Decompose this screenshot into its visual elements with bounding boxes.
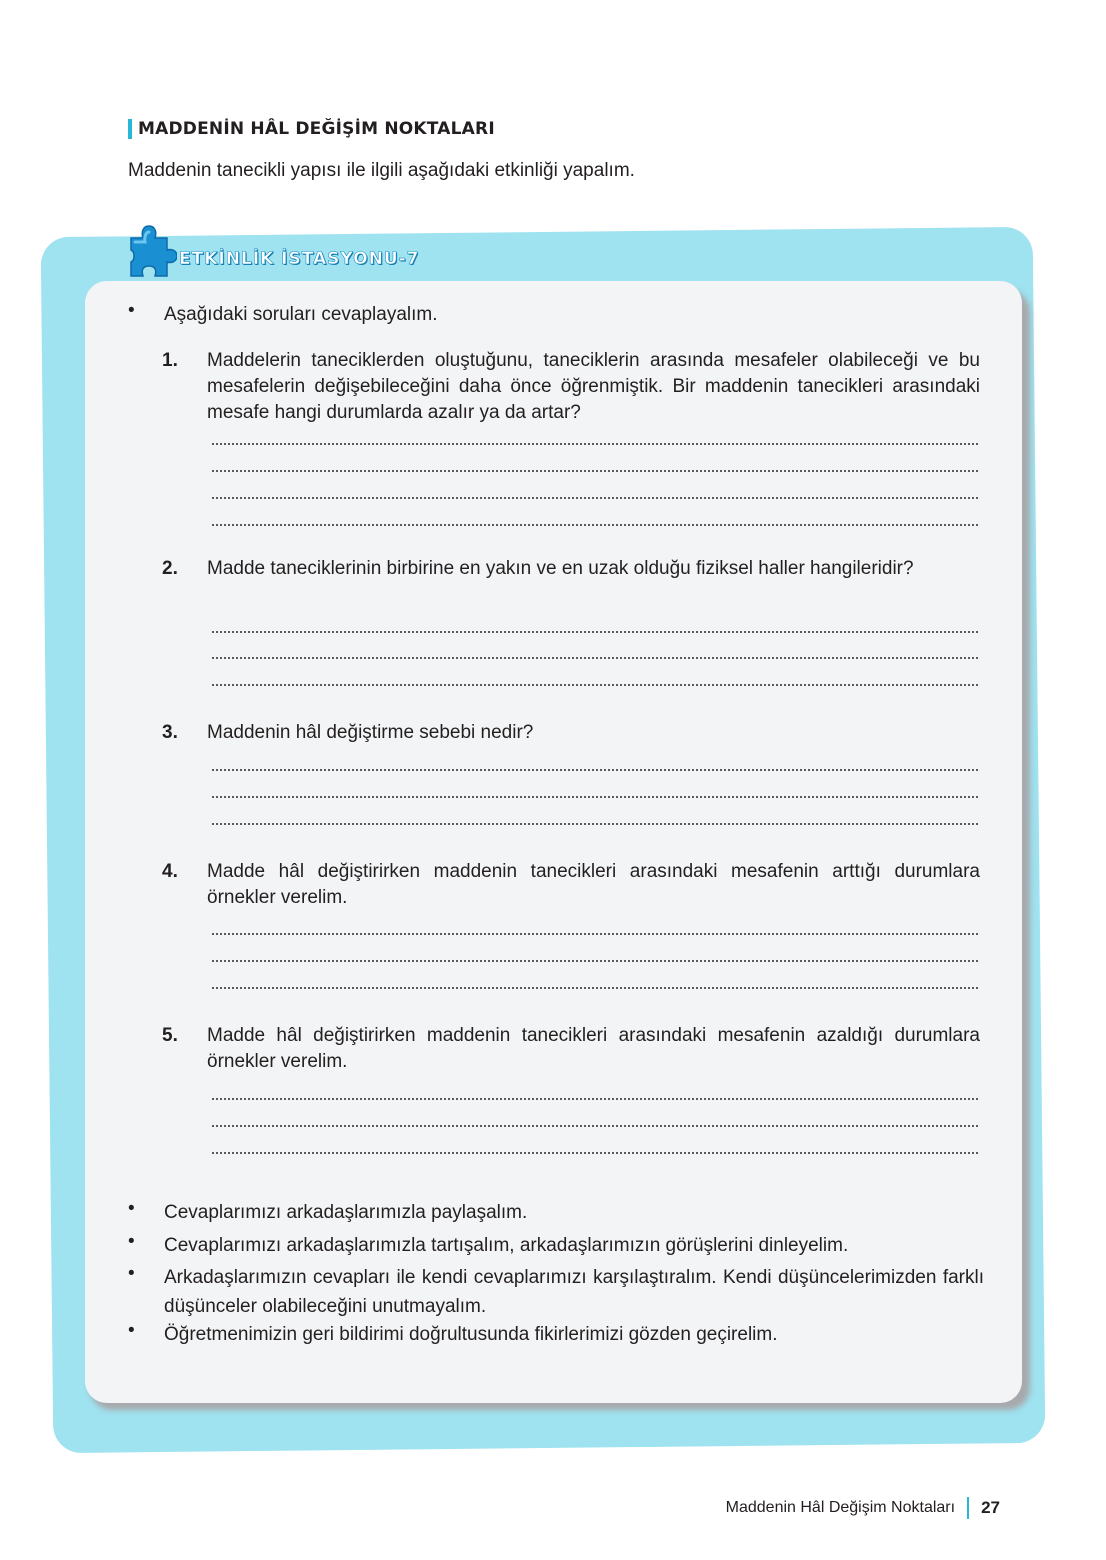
answer-line[interactable] [212,524,978,526]
puzzle-piece-icon [125,222,177,283]
question-number: 4. [162,861,178,882]
section-title [128,118,495,140]
bullet-symbol: • [128,1263,135,1284]
answer-line[interactable] [212,497,978,499]
closing-bullet-text: Arkadaşlarımızın cevapları ile kendi cevaplarımızı karşılaştıralım. Kendi düşüncelerimizden farklı düşünceler olabileceğini unutmayalım. [164,1267,984,1317]
question-text: Madde hâl değiştirirken maddenin tanecikleri arasındaki mesafenin azaldığı durumlara örnekler verelim. [207,1025,980,1072]
answer-line[interactable] [212,933,978,935]
question-text: Maddelerin taneciklerden oluştuğunu, taneciklerin arasında mesafeler olabileceği ve bu mesafelerin değişebileceğini daha önce öğrenmiştik. Bir maddenin tanecikleri arasındaki mesafe hangi durumlarda azalır ya da artar? [207,350,980,423]
footer-chapter-title: Maddenin Hâl Değişim Noktaları [725,1499,956,1516]
question-number: 5. [162,1025,178,1046]
answer-line[interactable] [212,796,978,798]
question-number: 3. [162,722,178,743]
question-1 [162,348,980,426]
question-4 [162,859,980,911]
intro-text: Maddenin tanecikli yapısı ile ilgili aşağıdaki etkinliği yapalım. [128,160,635,181]
question-text: Madde hâl değiştirirken maddenin tanecikleri arasındaki mesafenin arttığı durumlara örnekler verelim. [207,861,980,908]
bullet-symbol: • [128,1231,135,1252]
answer-line[interactable] [212,1125,978,1127]
bullet-symbol: • [128,1320,135,1341]
activity-title: ETKİNLİK İSTASYONU-7 [179,248,420,269]
question-number: 1. [162,350,178,371]
page-number: 27 [981,1498,1000,1517]
bullet-symbol: • [128,1198,135,1219]
activity-header [125,222,420,283]
answer-line[interactable] [212,823,978,825]
closing-bullet-text: Cevaplarımızı arkadaşlarımızla tartışalım, arkadaşlarımızın görüşlerini dinleyelim. [164,1235,849,1256]
answer-line[interactable] [212,1098,978,1100]
question-3 [162,720,980,746]
question-5 [162,1023,980,1075]
question-2 [162,556,980,582]
page-footer [726,1497,1000,1519]
answer-line[interactable] [212,470,978,472]
question-text: Maddenin hâl değiştirme sebebi nedir? [207,722,534,743]
answer-line[interactable] [212,769,978,771]
question-text: Madde taneciklerinin birbirine en yakın ve en uzak olduğu fiziksel haller hangileridir? [207,558,914,579]
answer-line[interactable] [212,987,978,989]
answer-line[interactable] [212,443,978,445]
instruction-text: Aşağıdaki soruları cevaplayalım. [164,304,438,325]
answer-line[interactable] [212,631,978,633]
bullet-symbol: • [128,300,135,321]
answer-line[interactable] [212,960,978,962]
closing-bullet-text: Cevaplarımızı arkadaşlarımızla paylaşalım. [164,1202,528,1223]
answer-line[interactable] [212,684,978,686]
section-title-text: MADDENİN HÂL DEĞİŞİM NOKTALARI [138,119,495,139]
answer-line[interactable] [212,657,978,659]
closing-bullet-text: Öğretmenimizin geri bildirimi doğrultusunda fikirlerimizi gözden geçirelim. [164,1324,778,1345]
footer-separator [967,1497,969,1519]
title-accent-bar [128,119,132,139]
answer-line[interactable] [212,1152,978,1154]
question-number: 2. [162,558,178,579]
